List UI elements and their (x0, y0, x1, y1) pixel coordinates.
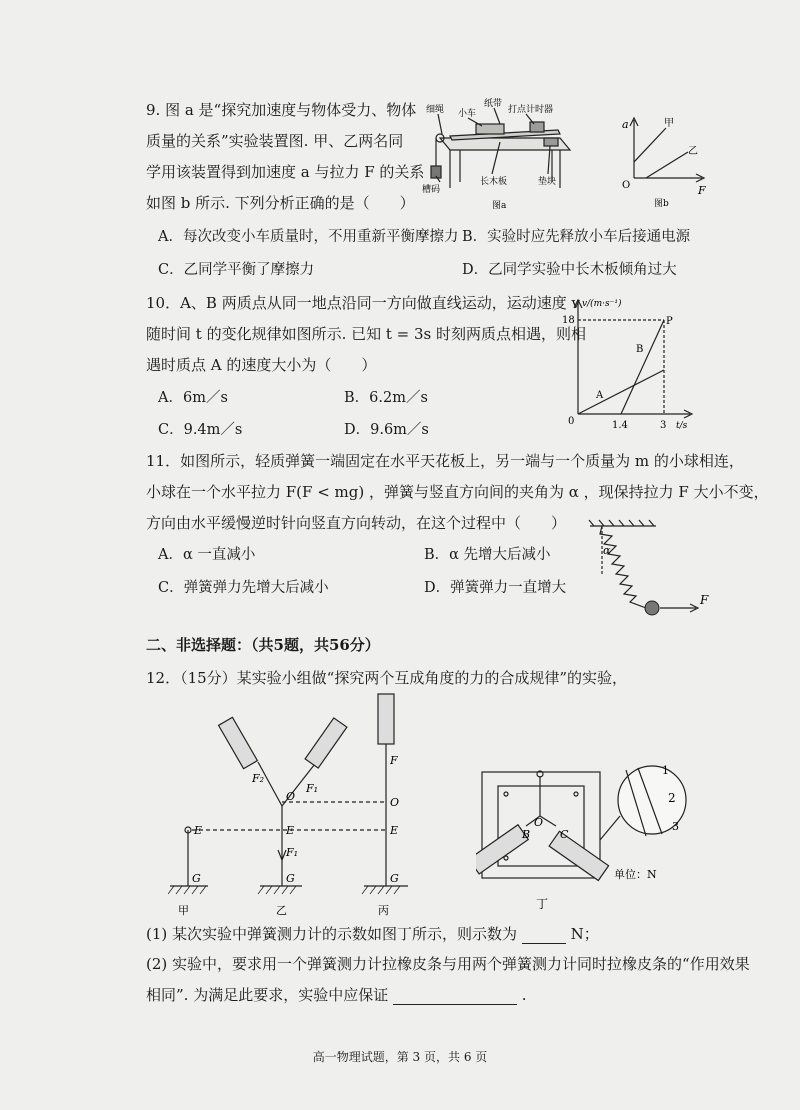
unit-label: 单位：N (614, 868, 657, 881)
q9-option-b[interactable]: B．实验时应先释放小车后接通电源 (462, 229, 691, 245)
line-B (621, 320, 664, 414)
q9-line-2: 质量的关系”实验装置图. 甲、乙两名同 (146, 132, 404, 150)
q11-line-1: 11．如图所示，轻质弹簧一端固定在水平天花板上，另一端与一个质量为 m 的小球相连， (146, 452, 744, 470)
vt-x-axis: t/s (676, 421, 688, 431)
label-tape: 纸带 (484, 99, 503, 109)
q10-line-3: 遇时质点 A 的速度大小为（ ） (146, 356, 377, 374)
yi-G: G (286, 872, 295, 885)
q9-option-c[interactable]: C．乙同学平衡了摩擦力 (158, 262, 315, 278)
q12-sub1 (146, 924, 599, 944)
yi-O: O (286, 790, 296, 803)
q10-option-c[interactable]: C．9.4m／s (158, 422, 243, 438)
line-jia: 甲 (664, 118, 674, 129)
yi-F2: F₂ (252, 772, 265, 785)
q9-option-d[interactable]: D．乙同学实验中长木板倾角过大 (462, 262, 677, 278)
axis-F: F (698, 184, 706, 197)
vt-x-tick-2: 3 (660, 420, 667, 431)
q12-sub2-line-2 (146, 985, 527, 1005)
q11-option-d[interactable]: D．弹簧弹力一直增大 (424, 580, 567, 596)
q12-sub2-line-1: (2) 实验中，要求用一个弹簧测力计拉橡皮条与用两个弹簧测力计同时拉橡皮条的“作用效果 (146, 955, 750, 973)
bing-O: O (390, 796, 400, 809)
q10-vt-graph (558, 294, 708, 434)
ding-B: B (522, 828, 531, 841)
axis-a: a (622, 118, 629, 131)
caption-b: 图b (654, 199, 669, 209)
q11-option-a[interactable]: A．α 一直减小 (158, 547, 256, 563)
label-yi: 乙 (276, 904, 287, 917)
origin-O: O (622, 180, 631, 191)
jia-E: E (194, 824, 203, 837)
jia-G: G (192, 872, 201, 885)
bing-G: G (390, 872, 399, 885)
scale-3: 3 (672, 820, 679, 833)
page-footer: 高一物理试题，第 3 页，共 6 页 (312, 1050, 488, 1064)
vt-label-A: A (596, 390, 604, 401)
label-board: 长木板 (480, 177, 508, 187)
label-ding: 丁 (536, 897, 549, 911)
label-timer: 打点计时器 (508, 105, 554, 115)
vt-y-axis: v/(m·s⁻¹) (582, 299, 622, 309)
q10-line-1: 10．A、B 两质点从同一地点沿同一方向做直线运动，运动速度 v (146, 294, 580, 312)
q9-option-a[interactable]: A．每次改变小车质量时，不用重新平衡摩擦力 (158, 229, 459, 245)
scale-2: 2 (668, 791, 676, 805)
q12-sub2-period: . (521, 986, 527, 1004)
bing-F: F (390, 754, 398, 767)
yi-F1: F₁ (306, 782, 319, 795)
vt-label-P: P (666, 316, 673, 327)
q11-line-3: 方向由水平缓慢逆时针向竖直方向转动，在这个过程中（ ） (146, 514, 567, 532)
q12-intro: 12．（15分）某实验小组做“探究两个互成角度的力的合成规律”的实验， (146, 669, 628, 687)
line-A (578, 370, 664, 414)
spring-force-F: F (700, 593, 709, 607)
label-weights: 槽码 (422, 185, 441, 195)
q11-spring-figure (586, 516, 716, 628)
q9-figure-a (420, 96, 580, 216)
q10-line-2: 随时间 t 的变化规律如图所示. 已知 t = 3s 时刻两质点相遇，则相 (146, 325, 587, 343)
q11-option-b[interactable]: B．α 先增大后减小 (424, 547, 551, 563)
q10-option-a[interactable]: A．6m／s (158, 390, 228, 406)
q11-option-c[interactable]: C．弹簧弹力先增大后减小 (158, 580, 329, 596)
scale-1: 1 (662, 764, 669, 777)
label-rope: 细绳 (426, 105, 445, 115)
q9-line-4: 如图 b 所示. 下列分析正确的是（ ） (146, 194, 415, 212)
vt-y-tick: 18 (562, 315, 575, 326)
q10-option-d[interactable]: D．9.6m／s (344, 422, 429, 438)
yi-E: E (286, 824, 295, 837)
yi-F1-down: F₁ (286, 846, 299, 859)
section-heading: 二、非选择题：（共5题，共56分） (146, 636, 380, 654)
q12-sub1-text: (1) 某次实验中弹簧测力计的示数如图丁所示，则示数为 (146, 925, 518, 943)
q11-line-2: 小球在一个水平拉力 F(F < mg) ，弹簧与竖直方向间的夹角为 α ，现保持拉力 F 大小不变， (146, 483, 769, 501)
vt-origin: 0 (568, 416, 575, 427)
bing-E: E (390, 824, 399, 837)
spring-angle: α (603, 544, 611, 557)
label-block: 垫块 (538, 177, 557, 187)
q12-sub2-text: 相同”. 为满足此要求，实验中应保证 (146, 986, 389, 1004)
vt-x-tick-1: 1.4 (612, 420, 628, 431)
line-yi: 乙 (688, 146, 698, 157)
label-bing: 丙 (378, 904, 389, 917)
q10-option-b[interactable]: B．6.2m／s (344, 390, 428, 406)
caption-a: 图a (492, 201, 507, 211)
q12-sub1-blank[interactable] (522, 943, 566, 944)
q9-figure-b (614, 112, 714, 212)
q9-line-3: 学用该装置得到加速度 a 与拉力 F 的关系 (146, 163, 425, 181)
q12-figure-jia-yi-bing (168, 690, 428, 922)
vt-label-B: B (636, 344, 644, 355)
q9-line-1: 9. 图 a 是“探究加速度与物体受力、物体 (146, 101, 417, 119)
q12-sub1-unit: N； (570, 925, 599, 943)
ding-C: C (560, 828, 569, 841)
q12-figure-ding (476, 760, 696, 912)
label-jia: 甲 (178, 904, 189, 917)
ding-O: O (534, 816, 544, 829)
label-cart: 小车 (458, 109, 477, 119)
q12-sub2-blank[interactable] (393, 1004, 517, 1005)
